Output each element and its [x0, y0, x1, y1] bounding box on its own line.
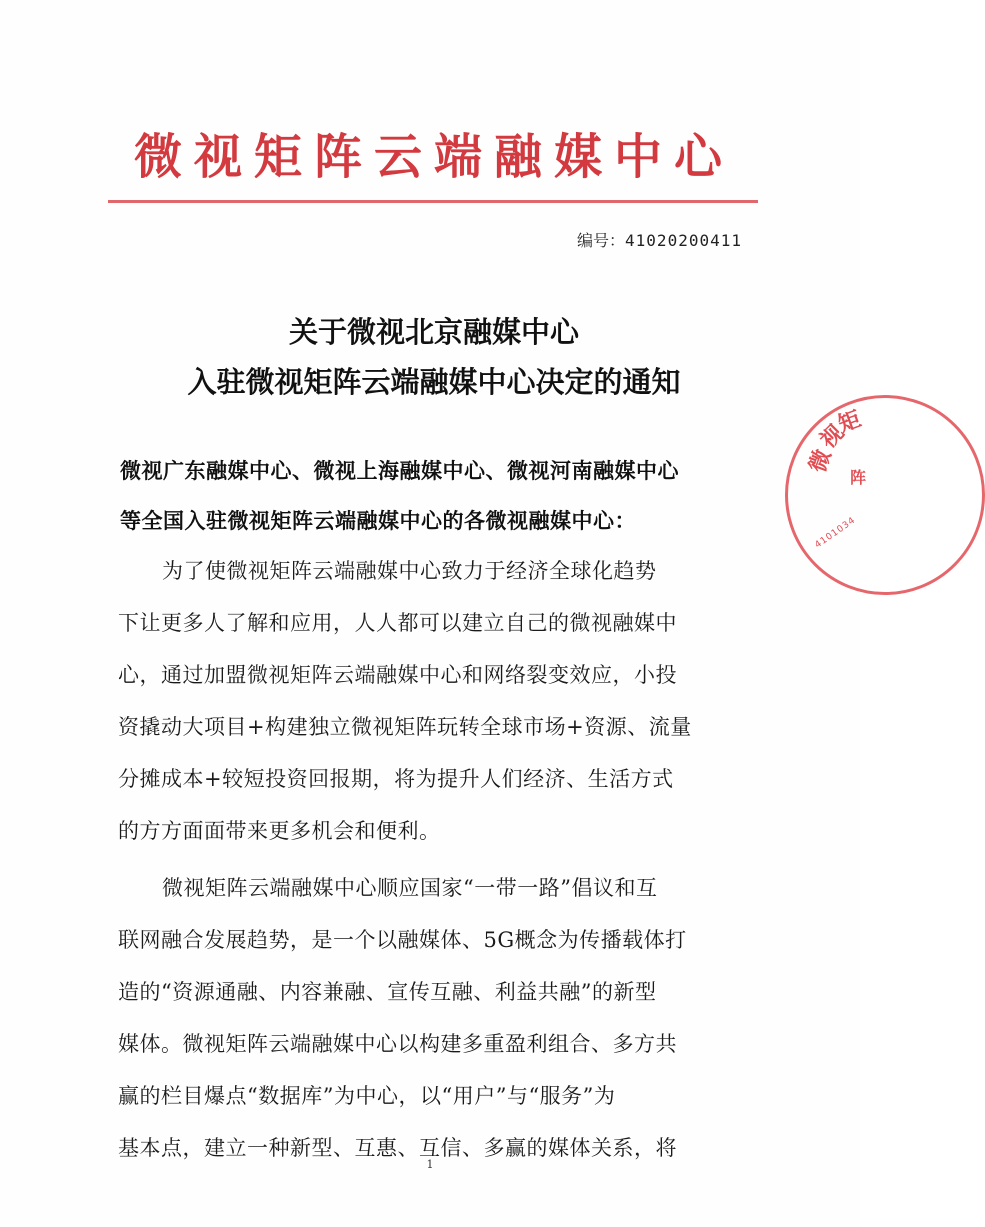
- document-number: [577, 228, 742, 251]
- paragraph-2-line-2: 联网融合发展趋势，是一个以融媒体、5G概念为传播载体打: [118, 928, 687, 952]
- paragraph-2-line-3: 造的“资源通融、内容兼融、宣传互融、利益共融”的新型: [118, 980, 657, 1004]
- document-number-label: 编号：: [577, 231, 626, 250]
- notice-title-line-2: 入驻微视矩阵云端融媒中心决定的通知: [187, 365, 681, 399]
- paragraph-2-line-4: 媒体。微视矩阵云端融媒中心以构建多重盈利组合、多方共: [118, 1032, 677, 1056]
- page-number: 1: [426, 1158, 434, 1171]
- letterhead-red-rule: [108, 200, 758, 203]
- seal-char-3: 矩: [834, 405, 865, 438]
- official-seal: [785, 395, 985, 595]
- paragraph-2-line-5: 赢的栏目爆点“数据库”为中心，以“用户”与“服务”为: [118, 1084, 616, 1108]
- seal-char-1: 微: [804, 446, 837, 476]
- seal-char-2: 视: [815, 419, 850, 454]
- seal-code: 4101034: [813, 515, 858, 551]
- paragraph-1-line-4: 资撬动大项目+构建独立微视矩阵玩转全球市场+资源、流量: [118, 715, 692, 739]
- seal-char-4: 阵: [850, 468, 867, 487]
- document-number-value: 41020200411: [625, 231, 742, 250]
- paragraph-1-line-6: 的方方面面带来更多机会和便利。: [118, 819, 441, 843]
- letterhead-org-name: 微视矩阵云端融媒中心: [133, 129, 734, 185]
- paragraph-1-line-3: 心，通过加盟微视矩阵云端融媒中心和网络裂变效应，小投: [118, 663, 677, 687]
- notice-title-line-1: 关于微视北京融媒中心: [288, 315, 579, 349]
- addressee-line-1: 微视广东融媒中心、微视上海融媒中心、微视河南融媒中心: [120, 458, 679, 483]
- addressee-line-2: 等全国入驻微视矩阵云端融媒中心的各微视融媒中心：: [120, 508, 636, 533]
- paragraph-1-line-5: 分摊成本+较短投资回报期，将为提升人们经济、生活方式: [118, 767, 674, 791]
- paragraph-1-line-2: 下让更多人了解和应用，人人都可以建立自己的微视融媒中: [118, 611, 677, 635]
- paragraph-2-line-6: 基本点，建立一种新型、互惠、互信、多赢的媒体关系，将: [118, 1136, 677, 1160]
- paragraph-1-line-1: 为了使微视矩阵云端融媒中心致力于经济全球化趋势: [162, 559, 657, 583]
- paragraph-2-line-1: 微视矩阵云端融媒中心顺应国家“一带一路”倡议和互: [162, 876, 658, 900]
